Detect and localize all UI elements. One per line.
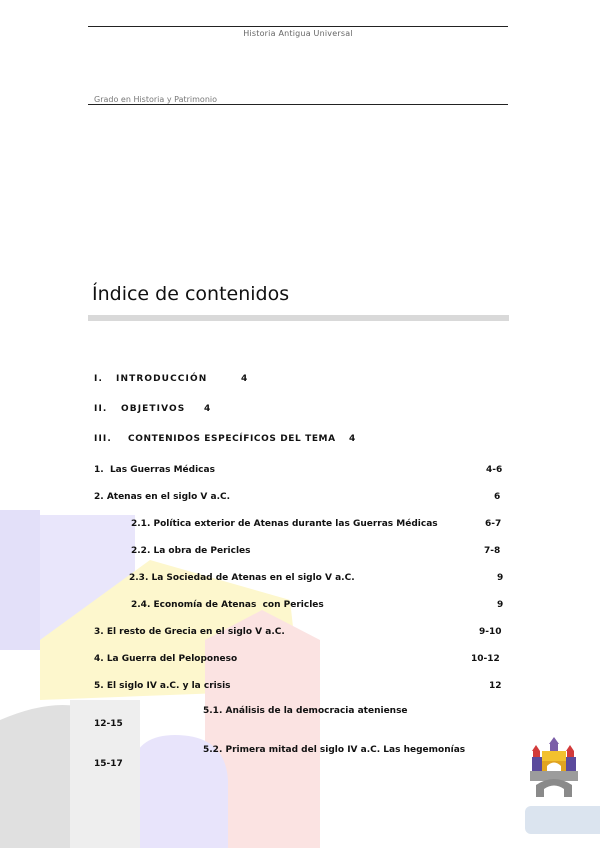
header-title: Historia Antigua Universal bbox=[243, 29, 353, 38]
toc-item-page: 9 bbox=[497, 600, 504, 610]
toc-item-page: 6-7 bbox=[485, 519, 502, 529]
toc-item-numeral: III. bbox=[94, 434, 112, 444]
toc-item-label[interactable]: 5.1. Análisis de la democracia ateniense bbox=[203, 706, 408, 716]
toc-item-page: 4 bbox=[241, 374, 248, 384]
header-subtitle: Grado en Historia y Patrimonio bbox=[94, 95, 218, 104]
toc-item-page: 10-12 bbox=[471, 654, 500, 664]
toc-item-label[interactable]: 2.4. Economía de Atenas con Pericles bbox=[131, 600, 324, 610]
toc-item-page: 7-8 bbox=[484, 546, 501, 556]
toc-item-label[interactable]: 5. El siglo IV a.C. y la crisis bbox=[94, 681, 231, 691]
toc-item-label[interactable]: 3. El resto de Grecia en el siglo V a.C. bbox=[94, 627, 285, 637]
toc-item-page: 9 bbox=[497, 573, 504, 583]
toc-item-label[interactable]: CONTENIDOS ESPECÍFICOS DEL TEMA bbox=[128, 434, 336, 444]
header-top-rule bbox=[88, 26, 508, 27]
toc-item-label[interactable]: INTRODUCCIÓN bbox=[116, 374, 208, 384]
toc-item-label[interactable]: 1. Las Guerras Médicas bbox=[94, 465, 215, 475]
page-title: Índice de contenidos bbox=[92, 283, 290, 305]
toc-item-page: 12 bbox=[489, 681, 502, 691]
toc-item-numeral: I. bbox=[94, 374, 103, 384]
header-bottom-rule bbox=[88, 104, 508, 105]
title-underline-band bbox=[88, 315, 509, 321]
footer-page-tab bbox=[525, 806, 600, 834]
toc-item-label[interactable]: 2.3. La Sociedad de Atenas en el siglo V a.C. bbox=[129, 573, 355, 583]
toc-item-label[interactable]: OBJETIVOS bbox=[121, 404, 186, 414]
toc-item-page: 12-15 bbox=[94, 719, 123, 729]
toc-item-page: 4-6 bbox=[486, 465, 503, 475]
toc-item-label[interactable]: 2. Atenas en el siglo V a.C. bbox=[94, 492, 231, 502]
toc-item-page: 15-17 bbox=[94, 759, 123, 769]
toc-item-numeral: II. bbox=[94, 404, 108, 414]
toc-item-page: 4 bbox=[349, 434, 356, 444]
toc-item-label[interactable]: 4. La Guerra del Peloponeso bbox=[94, 654, 238, 664]
university-logo bbox=[530, 737, 578, 799]
toc-item-page: 4 bbox=[204, 404, 211, 414]
toc-item-label[interactable]: 5.2. Primera mitad del siglo IV a.C. Las hegemonías bbox=[203, 745, 466, 755]
toc-item-page: 9-10 bbox=[479, 627, 502, 637]
toc-item-label[interactable]: 2.1. Política exterior de Atenas durante las Guerras Médicas bbox=[131, 519, 438, 529]
toc-item-page: 6 bbox=[494, 492, 501, 502]
toc-item-label[interactable]: 2.2. La obra de Pericles bbox=[131, 546, 251, 556]
